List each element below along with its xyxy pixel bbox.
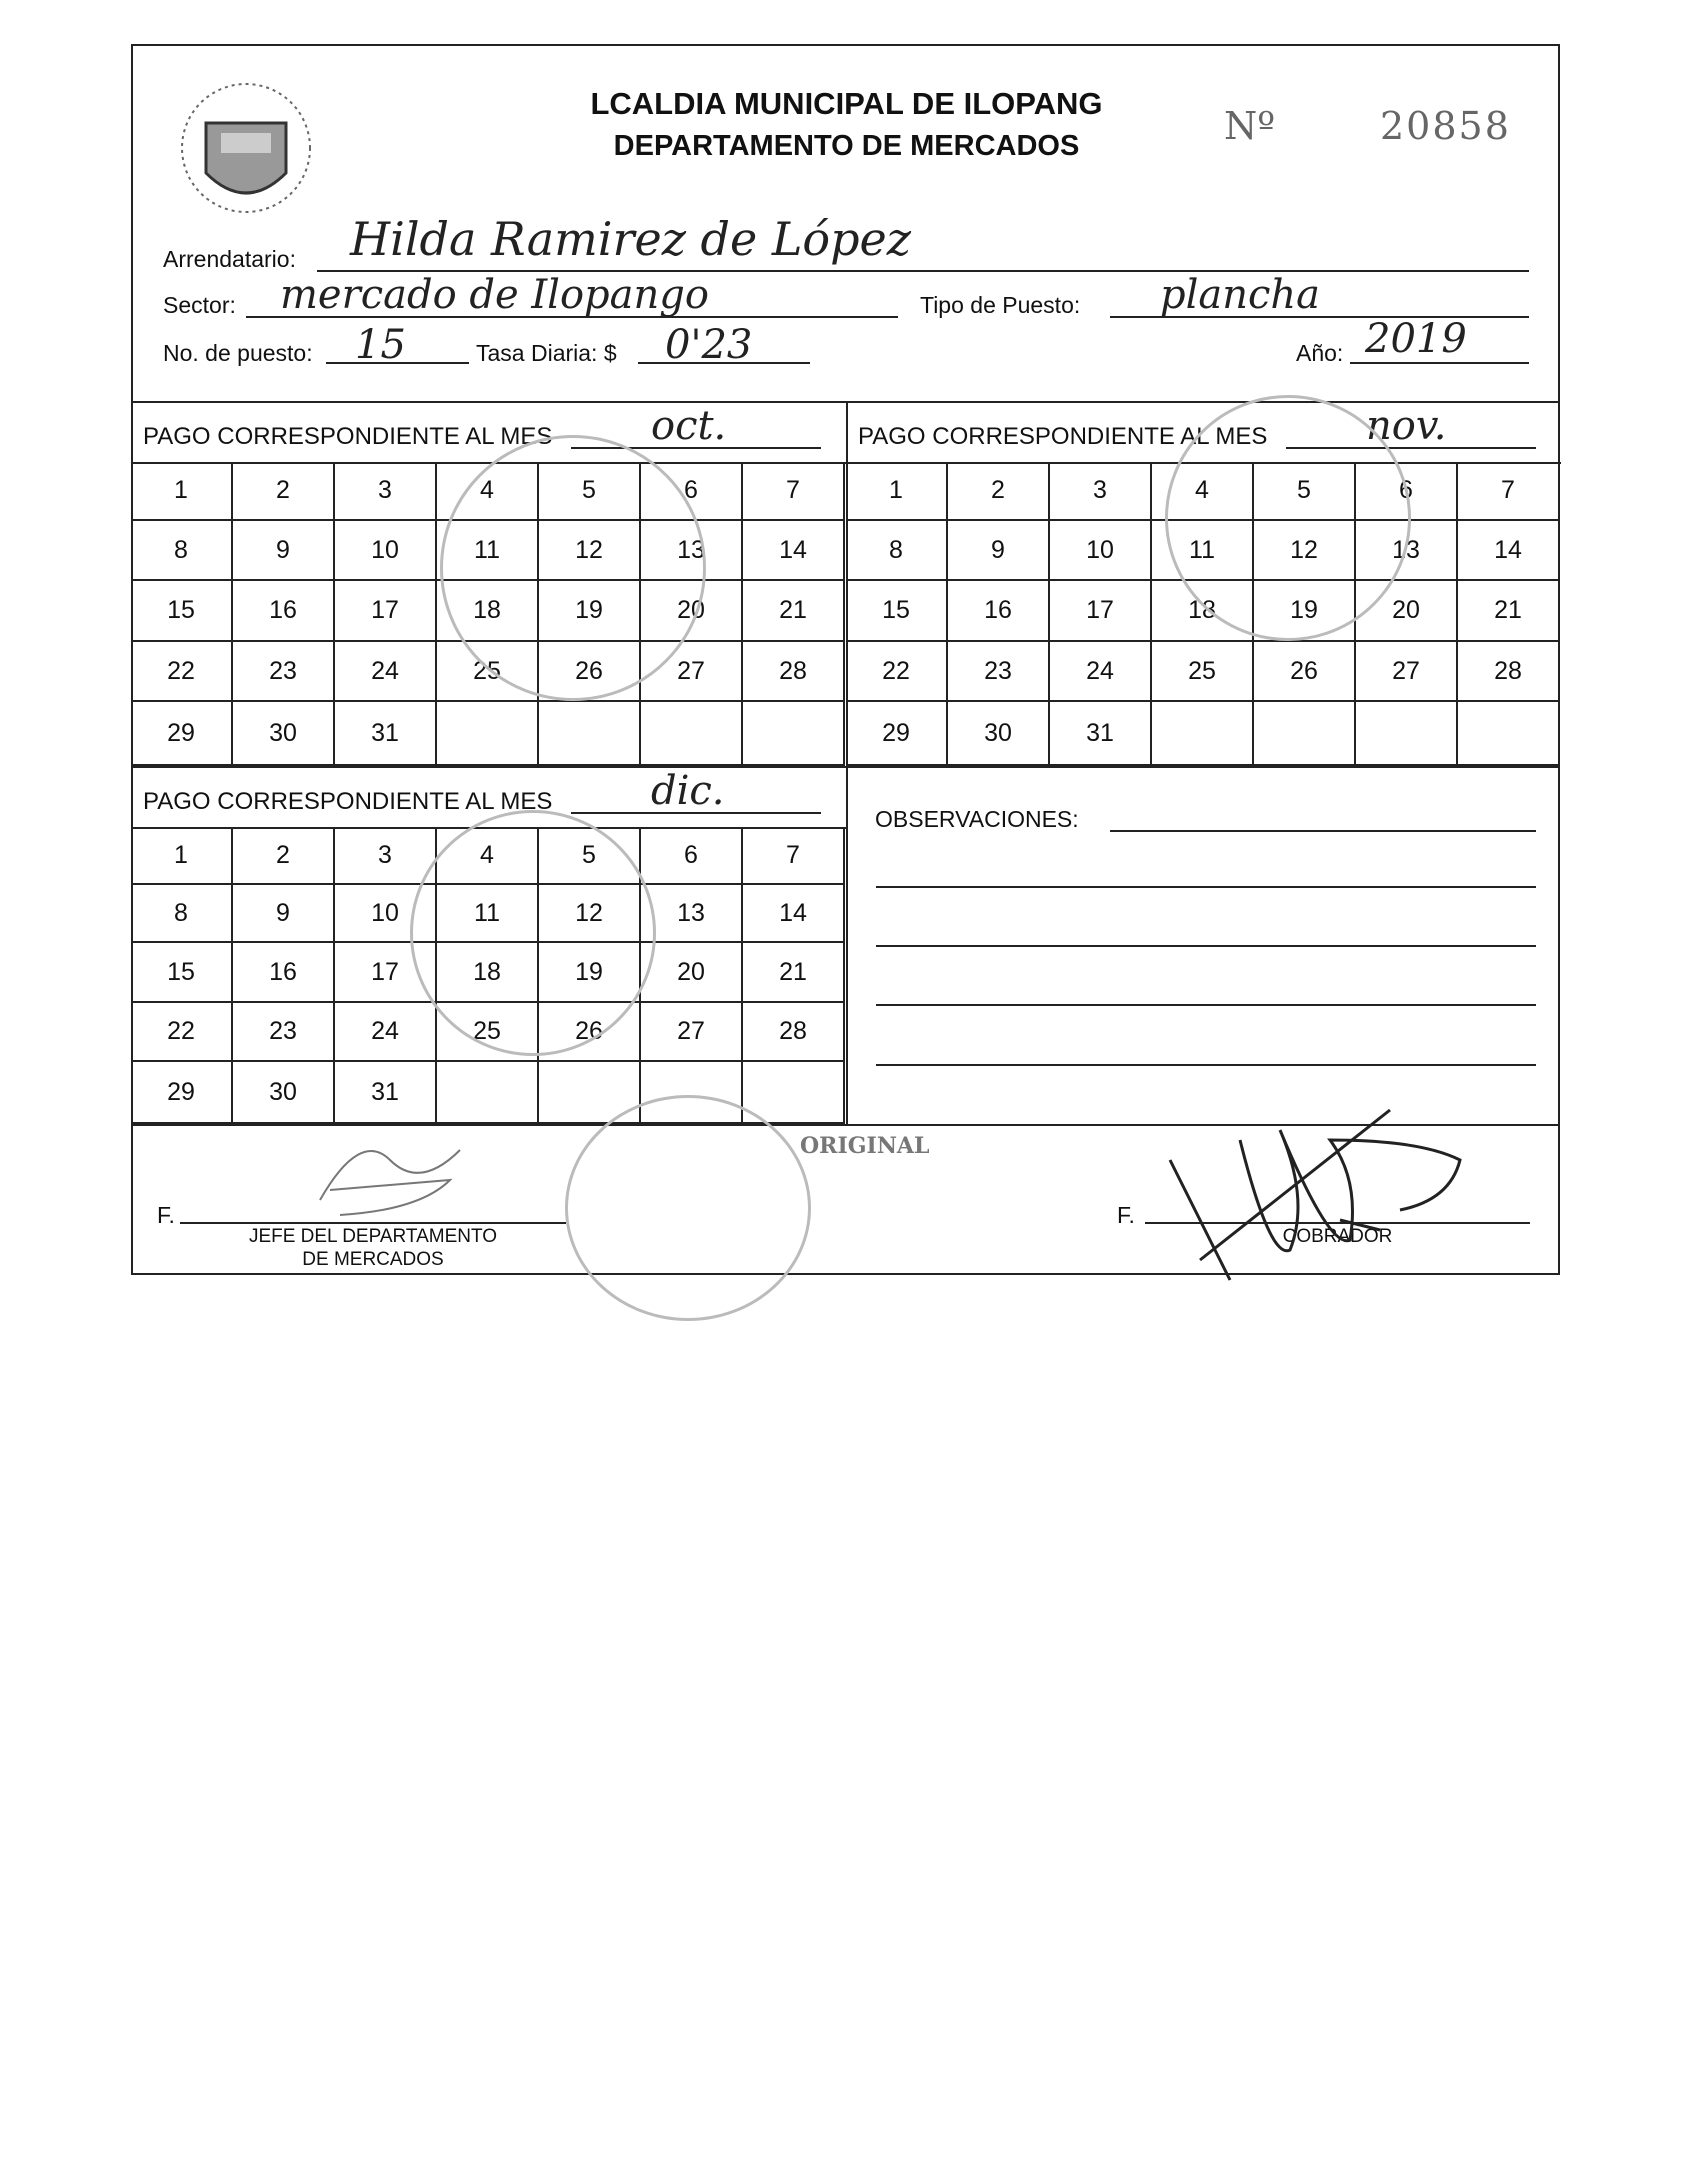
day-cell: 10 <box>1050 521 1152 581</box>
day-cell: 19 <box>539 581 641 642</box>
observaciones-line <box>876 945 1536 947</box>
observaciones-line <box>876 886 1536 888</box>
day-cell: 13 <box>1356 521 1458 581</box>
day-cell: 11 <box>437 885 539 943</box>
empty-cell <box>1152 702 1254 766</box>
day-cell: 23 <box>948 642 1050 702</box>
day-cell: 23 <box>233 1003 335 1062</box>
day-cell: 25 <box>1152 642 1254 702</box>
divider <box>131 766 1560 768</box>
anio-value: 2019 <box>1365 316 1467 362</box>
month-title: PAGO CORRESPONDIENTE AL MES <box>858 423 1268 450</box>
day-cell: 25 <box>437 642 539 702</box>
month-value: nov. <box>1366 403 1447 449</box>
month-value: dic. <box>651 768 725 814</box>
tasa-label: Tasa Diaria: $ <box>476 340 617 366</box>
day-cell: 18 <box>437 943 539 1003</box>
jefe-label-2: DE MERCADOS <box>302 1249 444 1270</box>
municipal-stamp <box>565 1095 811 1321</box>
day-cell: 28 <box>743 642 845 702</box>
tipo-value: plancha <box>1160 272 1321 318</box>
cobrador-label: COBRADOR <box>1282 1226 1393 1247</box>
day-cell: 17 <box>335 581 437 642</box>
day-cell: 26 <box>539 642 641 702</box>
day-cell: 29 <box>846 702 948 766</box>
day-cell: 16 <box>233 943 335 1003</box>
day-cell: 4 <box>437 462 539 521</box>
day-cell: 17 <box>335 943 437 1003</box>
day-cell: 2 <box>233 827 335 885</box>
day-cell: 20 <box>641 581 743 642</box>
day-cell: 11 <box>437 521 539 581</box>
day-cell: 5 <box>539 462 641 521</box>
day-cell: 21 <box>1458 581 1560 642</box>
day-cell: 6 <box>641 462 743 521</box>
day-cell: 14 <box>743 521 845 581</box>
day-cell: 5 <box>539 827 641 885</box>
f-right-label: F. <box>1117 1202 1135 1228</box>
day-cell: 1 <box>846 462 948 521</box>
arrendatario-value: Hilda Ramirez de López <box>350 212 911 266</box>
day-cell: 24 <box>1050 642 1152 702</box>
day-cell: 8 <box>131 521 233 581</box>
empty-cell <box>1458 702 1560 766</box>
sector-value: mercado de Ilopango <box>280 272 709 318</box>
day-cell: 28 <box>1458 642 1560 702</box>
day-cell: 1 <box>131 827 233 885</box>
arrendatario-label: Arrendatario: <box>163 246 296 272</box>
day-cell: 12 <box>1254 521 1356 581</box>
empty-cell <box>539 702 641 766</box>
day-cell: 26 <box>539 1003 641 1062</box>
empty-cell <box>641 702 743 766</box>
day-cell: 2 <box>948 462 1050 521</box>
day-cell: 6 <box>1356 462 1458 521</box>
day-cell: 3 <box>1050 462 1152 521</box>
puesto-value: 15 <box>355 322 406 368</box>
day-cell: 19 <box>539 943 641 1003</box>
day-cell: 22 <box>131 642 233 702</box>
day-cell: 8 <box>131 885 233 943</box>
f-left-label: F. <box>157 1202 175 1228</box>
day-cell: 30 <box>233 1062 335 1124</box>
day-cell: 24 <box>335 642 437 702</box>
sector-label: Sector: <box>163 292 236 318</box>
day-cell: 31 <box>1050 702 1152 766</box>
receipt-number: 20858 <box>1380 104 1511 148</box>
day-cell: 5 <box>1254 462 1356 521</box>
day-cell: 11 <box>1152 521 1254 581</box>
day-cell: 6 <box>641 827 743 885</box>
day-cell: 9 <box>948 521 1050 581</box>
day-cell: 14 <box>743 885 845 943</box>
day-cell: 10 <box>335 885 437 943</box>
jefe-label-1: JEFE DEL DEPARTAMENTO <box>248 1226 498 1247</box>
day-cell: 15 <box>846 581 948 642</box>
day-cell: 16 <box>233 581 335 642</box>
municipal-stamp <box>1165 395 1411 641</box>
day-cell: 12 <box>539 885 641 943</box>
day-cell: 18 <box>437 581 539 642</box>
month-title: PAGO CORRESPONDIENTE AL MES <box>143 788 553 815</box>
day-cell: 14 <box>1458 521 1560 581</box>
day-cell: 4 <box>1152 462 1254 521</box>
day-cell: 26 <box>1254 642 1356 702</box>
department-subtitle: DEPARTAMENTO DE MERCADOS <box>613 130 1080 162</box>
day-cell: 25 <box>437 1003 539 1062</box>
observaciones-label: OBSERVACIONES: <box>875 806 1079 832</box>
number-label: Nº <box>1224 104 1276 148</box>
page-title: LCALDIA MUNICIPAL DE ILOPANG <box>590 86 1103 121</box>
day-cell: 27 <box>641 1003 743 1062</box>
day-cell: 24 <box>335 1003 437 1062</box>
observaciones-line <box>1110 830 1536 832</box>
empty-cell <box>437 1062 539 1124</box>
tasa-value: 0'23 <box>665 322 753 368</box>
day-cell: 31 <box>335 1062 437 1124</box>
day-cell: 4 <box>437 827 539 885</box>
month-value: oct. <box>651 403 727 449</box>
day-cell: 21 <box>743 943 845 1003</box>
day-cell: 10 <box>335 521 437 581</box>
day-cell: 9 <box>233 521 335 581</box>
empty-cell <box>1356 702 1458 766</box>
day-cell: 19 <box>1254 581 1356 642</box>
day-cell: 13 <box>641 521 743 581</box>
observaciones-line <box>876 1004 1536 1006</box>
day-cell: 29 <box>131 1062 233 1124</box>
day-cell: 28 <box>743 1003 845 1062</box>
day-cell: 23 <box>233 642 335 702</box>
day-cell: 31 <box>335 702 437 766</box>
day-cell: 27 <box>1356 642 1458 702</box>
day-cell: 22 <box>131 1003 233 1062</box>
day-cell: 30 <box>233 702 335 766</box>
municipal-stamp <box>440 435 706 701</box>
day-cell: 15 <box>131 581 233 642</box>
day-cell: 12 <box>539 521 641 581</box>
day-cell: 7 <box>743 462 845 521</box>
day-cell: 20 <box>1356 581 1458 642</box>
day-cell: 1 <box>131 462 233 521</box>
day-cell: 20 <box>641 943 743 1003</box>
empty-cell <box>743 702 845 766</box>
day-cell: 30 <box>948 702 1050 766</box>
day-cell: 27 <box>641 642 743 702</box>
observaciones-line <box>876 1064 1536 1066</box>
day-cell: 17 <box>1050 581 1152 642</box>
day-cell: 9 <box>233 885 335 943</box>
tipo-label: Tipo de Puesto: <box>920 292 1081 318</box>
month-title: PAGO CORRESPONDIENTE AL MES <box>143 423 553 450</box>
original-mark: ORIGINAL <box>800 1133 930 1159</box>
empty-cell <box>1254 702 1356 766</box>
day-cell: 15 <box>131 943 233 1003</box>
day-cell: 7 <box>743 827 845 885</box>
day-cell: 7 <box>1458 462 1560 521</box>
day-cell: 29 <box>131 702 233 766</box>
cobrador-signature <box>1160 1100 1500 1290</box>
day-cell: 21 <box>743 581 845 642</box>
day-cell: 13 <box>641 885 743 943</box>
day-cell: 8 <box>846 521 948 581</box>
municipal-stamp <box>410 810 656 1056</box>
day-cell: 18 <box>1152 581 1254 642</box>
puesto-label: No. de puesto: <box>163 340 313 366</box>
anio-label: Año: <box>1296 340 1344 366</box>
day-cell: 22 <box>846 642 948 702</box>
day-cell: 2 <box>233 462 335 521</box>
day-cell: 3 <box>335 827 437 885</box>
day-cell: 16 <box>948 581 1050 642</box>
anio-line <box>1350 362 1529 364</box>
day-cell: 3 <box>335 462 437 521</box>
empty-cell <box>437 702 539 766</box>
jefe-signature <box>300 1120 480 1230</box>
